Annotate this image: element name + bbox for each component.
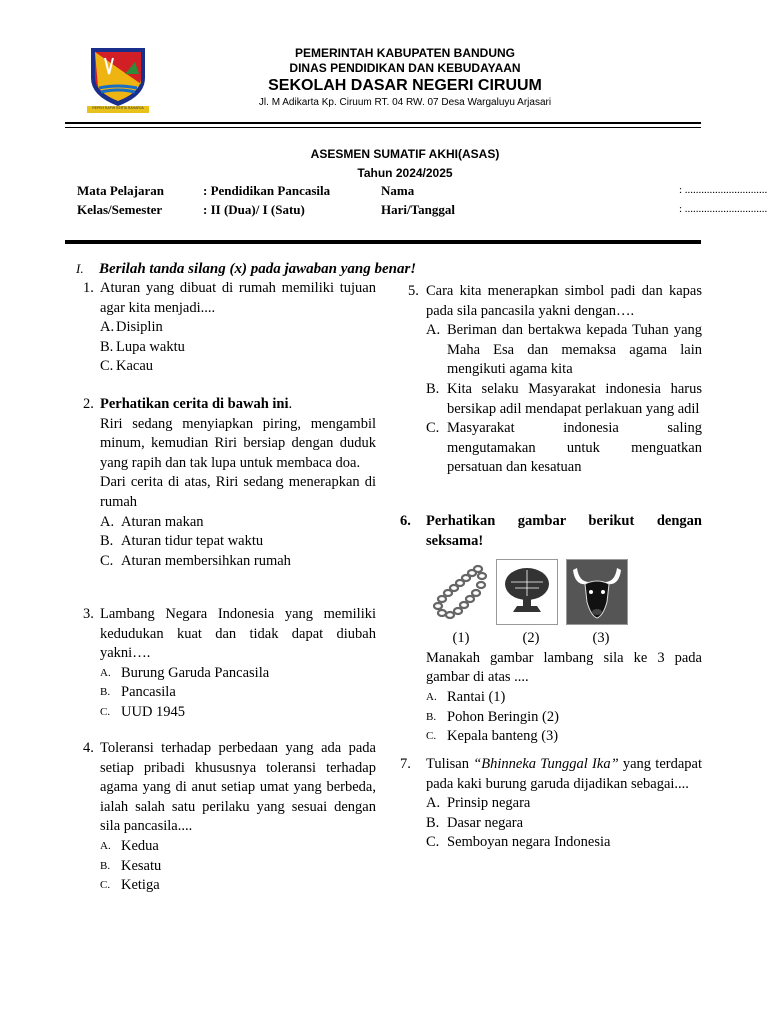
banyan-tree-icon xyxy=(496,559,558,625)
date-label: Hari/Tanggal xyxy=(381,202,455,217)
caption-2: (2) xyxy=(522,630,540,647)
option-c[interactable]: C. UUD 1945 xyxy=(100,703,186,720)
question-2 xyxy=(83,395,376,571)
option-a[interactable]: A. Prinsip negara xyxy=(426,795,531,812)
option-a[interactable]: A. Rantai (1) xyxy=(426,688,506,705)
question-3 xyxy=(83,605,376,723)
image-captions xyxy=(426,629,702,649)
question-lead: Perhatikan gambar berikut dengan seksama! xyxy=(426,513,702,549)
class-value: : II (Dua)/ I (Satu) xyxy=(203,202,305,217)
question-text: Lambang Negara Indonesia yang memiliki kedudukan kuat dan tidak dapat diubah yakni…. xyxy=(100,606,376,662)
chain-icon xyxy=(426,559,488,625)
question-7 xyxy=(400,755,702,853)
exam-title: ASESMEN SUMATIF AKHI(ASAS) xyxy=(310,147,500,161)
name-label: Nama xyxy=(381,183,415,198)
logo-motto: REPEH RAPIH KERTA RAHARJA xyxy=(92,106,144,110)
header-department: DINAS PENDIDIKAN DAN KEBUDAYAAN xyxy=(289,61,521,75)
school-name: SEKOLAH DASAR NEGERI CIRUUM xyxy=(268,77,542,94)
header-government: PEMERINTAH KABUPATEN BANDUNG xyxy=(295,46,515,60)
question-number: 2. xyxy=(83,396,94,412)
option-a[interactable]: A. Burung Garuda Pancasila xyxy=(100,664,270,681)
caption-3: (3) xyxy=(592,630,610,647)
question-number: 1. xyxy=(83,280,94,296)
exam-year: Tahun 2024/2025 xyxy=(357,166,453,180)
subject-label: Mata Pelajaran xyxy=(77,183,165,198)
option-a[interactable]: A. Disiplin xyxy=(100,319,163,336)
question-text: Aturan yang dibuat di rumah memiliki tujuan agar kita menjadi.... xyxy=(100,280,376,316)
question-5 xyxy=(408,282,702,478)
question-4 xyxy=(83,739,376,896)
question-number: 4. xyxy=(83,740,94,756)
option-b[interactable]: B. Kita selaku Masyarakat indonesia harus bersikap adil mendapat perlakuan yang adil xyxy=(426,380,702,417)
question-6 xyxy=(400,512,702,747)
option-c[interactable]: C. Kepala banteng (3) xyxy=(426,728,559,745)
date-field[interactable]: : .............................. xyxy=(679,203,768,215)
question-number: 5. xyxy=(408,283,419,299)
question-number: 3. xyxy=(83,606,94,622)
option-b[interactable]: B. Pancasila xyxy=(100,684,176,701)
option-a[interactable]: A. Beriman dan bertakwa kepada Tuhan yang Maha Esa dan memaksa agama lain mengikuti agama kita xyxy=(426,322,702,378)
option-c[interactable]: C. Ketiga xyxy=(100,877,160,894)
question-1 xyxy=(83,279,376,377)
header-rule-thin xyxy=(65,127,701,128)
question-text: Dari cerita di atas, Riri sedang menerapkan di rumah xyxy=(100,474,376,510)
symbol-images xyxy=(426,559,702,625)
option-c[interactable]: C. Aturan membersihkan rumah xyxy=(100,552,291,569)
option-a[interactable]: A. Aturan makan xyxy=(100,513,204,530)
meta-rule xyxy=(65,240,701,244)
option-c[interactable]: C. Semboyan negara Indonesia xyxy=(426,834,611,851)
name-field[interactable]: : .............................. xyxy=(679,184,768,196)
option-b[interactable]: B. Pohon Beringin (2) xyxy=(426,708,559,725)
instruction-text: Berilah tanda silang (x) pada jawaban yang benar! xyxy=(99,261,417,277)
question-number: 6. xyxy=(400,513,411,529)
question-text: Toleransi terhadap perbedaan yang ada pada setiap pribadi khususnya toleransi terhadap agama yang di anut setiap umat yang berbeda, ialah salah satu perilaku yang sesuai dengan sila pancasila.... xyxy=(100,740,376,835)
option-b[interactable]: B. Aturan tidur tepat waktu xyxy=(100,533,264,550)
header-rule-thick xyxy=(65,122,701,124)
option-a[interactable]: A. Kedua xyxy=(100,837,159,854)
option-c[interactable]: C. Masyarakat indonesia saling mengutamakan untuk menguatkan persatuan dan kesatuan xyxy=(426,420,702,476)
section-number: I. xyxy=(76,261,84,276)
question-text: Manakah gambar lambang sila ke 3 pada gambar di atas .... xyxy=(426,649,702,686)
section-instruction xyxy=(76,259,416,280)
question-lead: Perhatikan cerita di bawah ini. xyxy=(100,396,293,412)
bull-head-icon xyxy=(566,559,628,625)
subject-value: : Pendidikan Pancasila xyxy=(203,183,331,198)
caption-1: (1) xyxy=(452,630,470,647)
option-b[interactable]: B. Dasar negara xyxy=(426,814,524,831)
question-number: 7. xyxy=(400,756,411,772)
story-text: Riri sedang menyiapkan piring, mengambil minum, kemudian Riri bersiap dengan duduk yang rapih dan tak lupa untuk membaca doa. xyxy=(100,415,376,471)
regency-logo xyxy=(87,44,149,114)
question-text: Tulisan “Bhinneka Tunggal Ika” yang terdapat pada kaki burung garuda dijadikan sebagai.... xyxy=(426,756,702,792)
option-b[interactable]: B. Kesatu xyxy=(100,857,162,874)
school-address: Jl. M Adikarta Kp. Ciruum RT. 04 RW. 07 Desa Wargaluyu Arjasari xyxy=(258,97,552,108)
option-b[interactable]: B. Lupa waktu xyxy=(100,338,185,355)
question-text: Cara kita menerapkan simbol padi dan kapas pada sila pancasila yakni dengan…. xyxy=(426,283,702,319)
option-c[interactable]: C. Kacau xyxy=(100,358,154,375)
class-label: Kelas/Semester xyxy=(77,202,163,217)
